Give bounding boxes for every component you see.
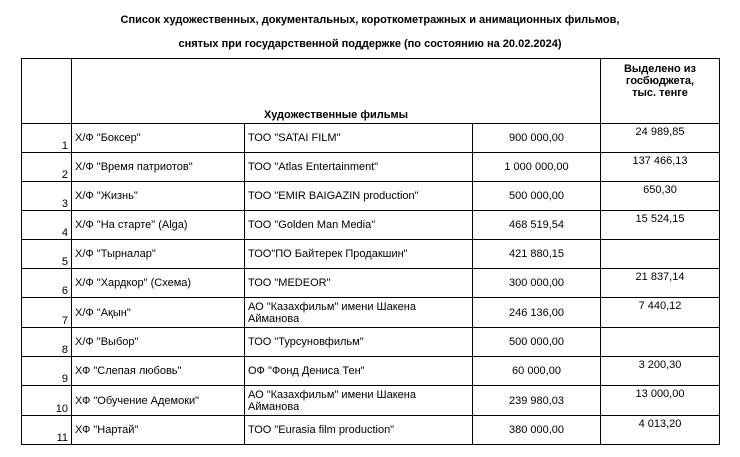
table-row xyxy=(22,124,720,153)
table-row xyxy=(22,357,720,386)
budget-value: 246 136,00 xyxy=(473,298,601,328)
budget-value: 500 000,00 xyxy=(473,182,601,211)
budget-value: 60 000,00 xyxy=(473,357,601,386)
table-row xyxy=(22,182,720,211)
row-number: 3 xyxy=(22,182,72,211)
row-number: 5 xyxy=(22,240,72,269)
budget-value: 500 000,00 xyxy=(473,328,601,357)
page-title: Список художественных, документальных, короткометражных и анимационных фильмов, xyxy=(120,14,620,26)
boxoffice-value: 650,30 xyxy=(601,182,720,211)
table-body xyxy=(22,124,720,445)
film-title: Х/Ф "Ақын" xyxy=(72,298,245,328)
boxoffice-value: 3 200,30 xyxy=(601,357,720,386)
budget-value: 239 980,03 xyxy=(473,386,601,416)
header-budget: Выделено из госбюджета, тыс. тенге xyxy=(601,59,720,124)
row-number: 11 xyxy=(22,416,72,445)
studio-name: ТОО "MEDEOR" xyxy=(245,269,473,298)
studio-name: ОФ "Фонд Дениса Тен" xyxy=(245,357,473,386)
budget-value: 1 000 000,00 xyxy=(473,153,601,182)
film-title: Х/Ф "Выбор" xyxy=(72,328,245,357)
table-row xyxy=(22,211,720,240)
film-title: ХФ "Слепая любовь" xyxy=(72,357,245,386)
budget-value: 380 000,00 xyxy=(473,416,601,445)
budget-value: 421 880,15 xyxy=(473,240,601,269)
boxoffice-value: 137 466,13 xyxy=(601,153,720,182)
table-row xyxy=(22,298,720,328)
film-title: Х/Ф "Хардкор" (Схема) xyxy=(72,269,245,298)
film-title: ХФ "Нартай" xyxy=(72,416,245,445)
table-row xyxy=(22,386,720,416)
studio-name: ТОО "Golden Man Media" xyxy=(245,211,473,240)
boxoffice-value: 7 440,12 xyxy=(601,298,720,328)
row-number: 2 xyxy=(22,153,72,182)
row-number: 10 xyxy=(22,386,72,416)
table-row xyxy=(22,153,720,182)
table-row xyxy=(22,269,720,298)
header-films: Художественные фильмы xyxy=(72,59,601,124)
boxoffice-value: 4 013,20 xyxy=(601,416,720,445)
studio-name: ТОО "SATAI FILM" xyxy=(245,124,473,153)
row-number: 4 xyxy=(22,211,72,240)
row-number: 7 xyxy=(22,298,72,328)
row-number: 1 xyxy=(22,124,72,153)
table-row xyxy=(22,328,720,357)
film-title: Х/Ф "Жизнь" xyxy=(72,182,245,211)
film-title: ХФ "Обучение Адемоки" xyxy=(72,386,245,416)
row-number: 8 xyxy=(22,328,72,357)
studio-name: ТОО "Atlas Entertainment" xyxy=(245,153,473,182)
row-number: 6 xyxy=(22,269,72,298)
table-row xyxy=(22,416,720,445)
page-subtitle: снятых при государственной поддержке (по состоянию на 20.02.2024) xyxy=(178,38,562,50)
studio-name: ТОО "EMIR BAIGAZIN production" xyxy=(245,182,473,211)
film-title: Х/Ф "На старте" (Alga) xyxy=(72,211,245,240)
studio-name: ТОО "Eurasia film production" xyxy=(245,416,473,445)
boxoffice-value: 13 000,00 xyxy=(601,386,720,416)
boxoffice-value: 21 837,14 xyxy=(601,269,720,298)
table-row xyxy=(22,240,720,269)
studio-name: АО "Казахфильм" имени Шакена Айманова xyxy=(245,298,473,328)
boxoffice-value xyxy=(601,328,720,357)
budget-value: 468 519,54 xyxy=(473,211,601,240)
studio-name: АО "Казахфильм" имени Шакена Айманова xyxy=(245,386,473,416)
row-number: 9 xyxy=(22,357,72,386)
films-table xyxy=(21,58,720,445)
budget-value: 300 000,00 xyxy=(473,269,601,298)
boxoffice-value xyxy=(601,240,720,269)
studio-name: ТОО"ПО Байтерек Продакшин" xyxy=(245,240,473,269)
header-num-cell xyxy=(22,59,72,124)
film-title: Х/Ф "Тырналар" xyxy=(72,240,245,269)
film-title: Х/Ф "Время патриотов" xyxy=(72,153,245,182)
budget-value: 900 000,00 xyxy=(473,124,601,153)
film-title: Х/Ф "Боксер" xyxy=(72,124,245,153)
studio-name: ТОО "Турсуновфильм" xyxy=(245,328,473,357)
table-header-row xyxy=(22,59,720,124)
boxoffice-value: 24 989,85 xyxy=(601,124,720,153)
boxoffice-value: 15 524,15 xyxy=(601,211,720,240)
